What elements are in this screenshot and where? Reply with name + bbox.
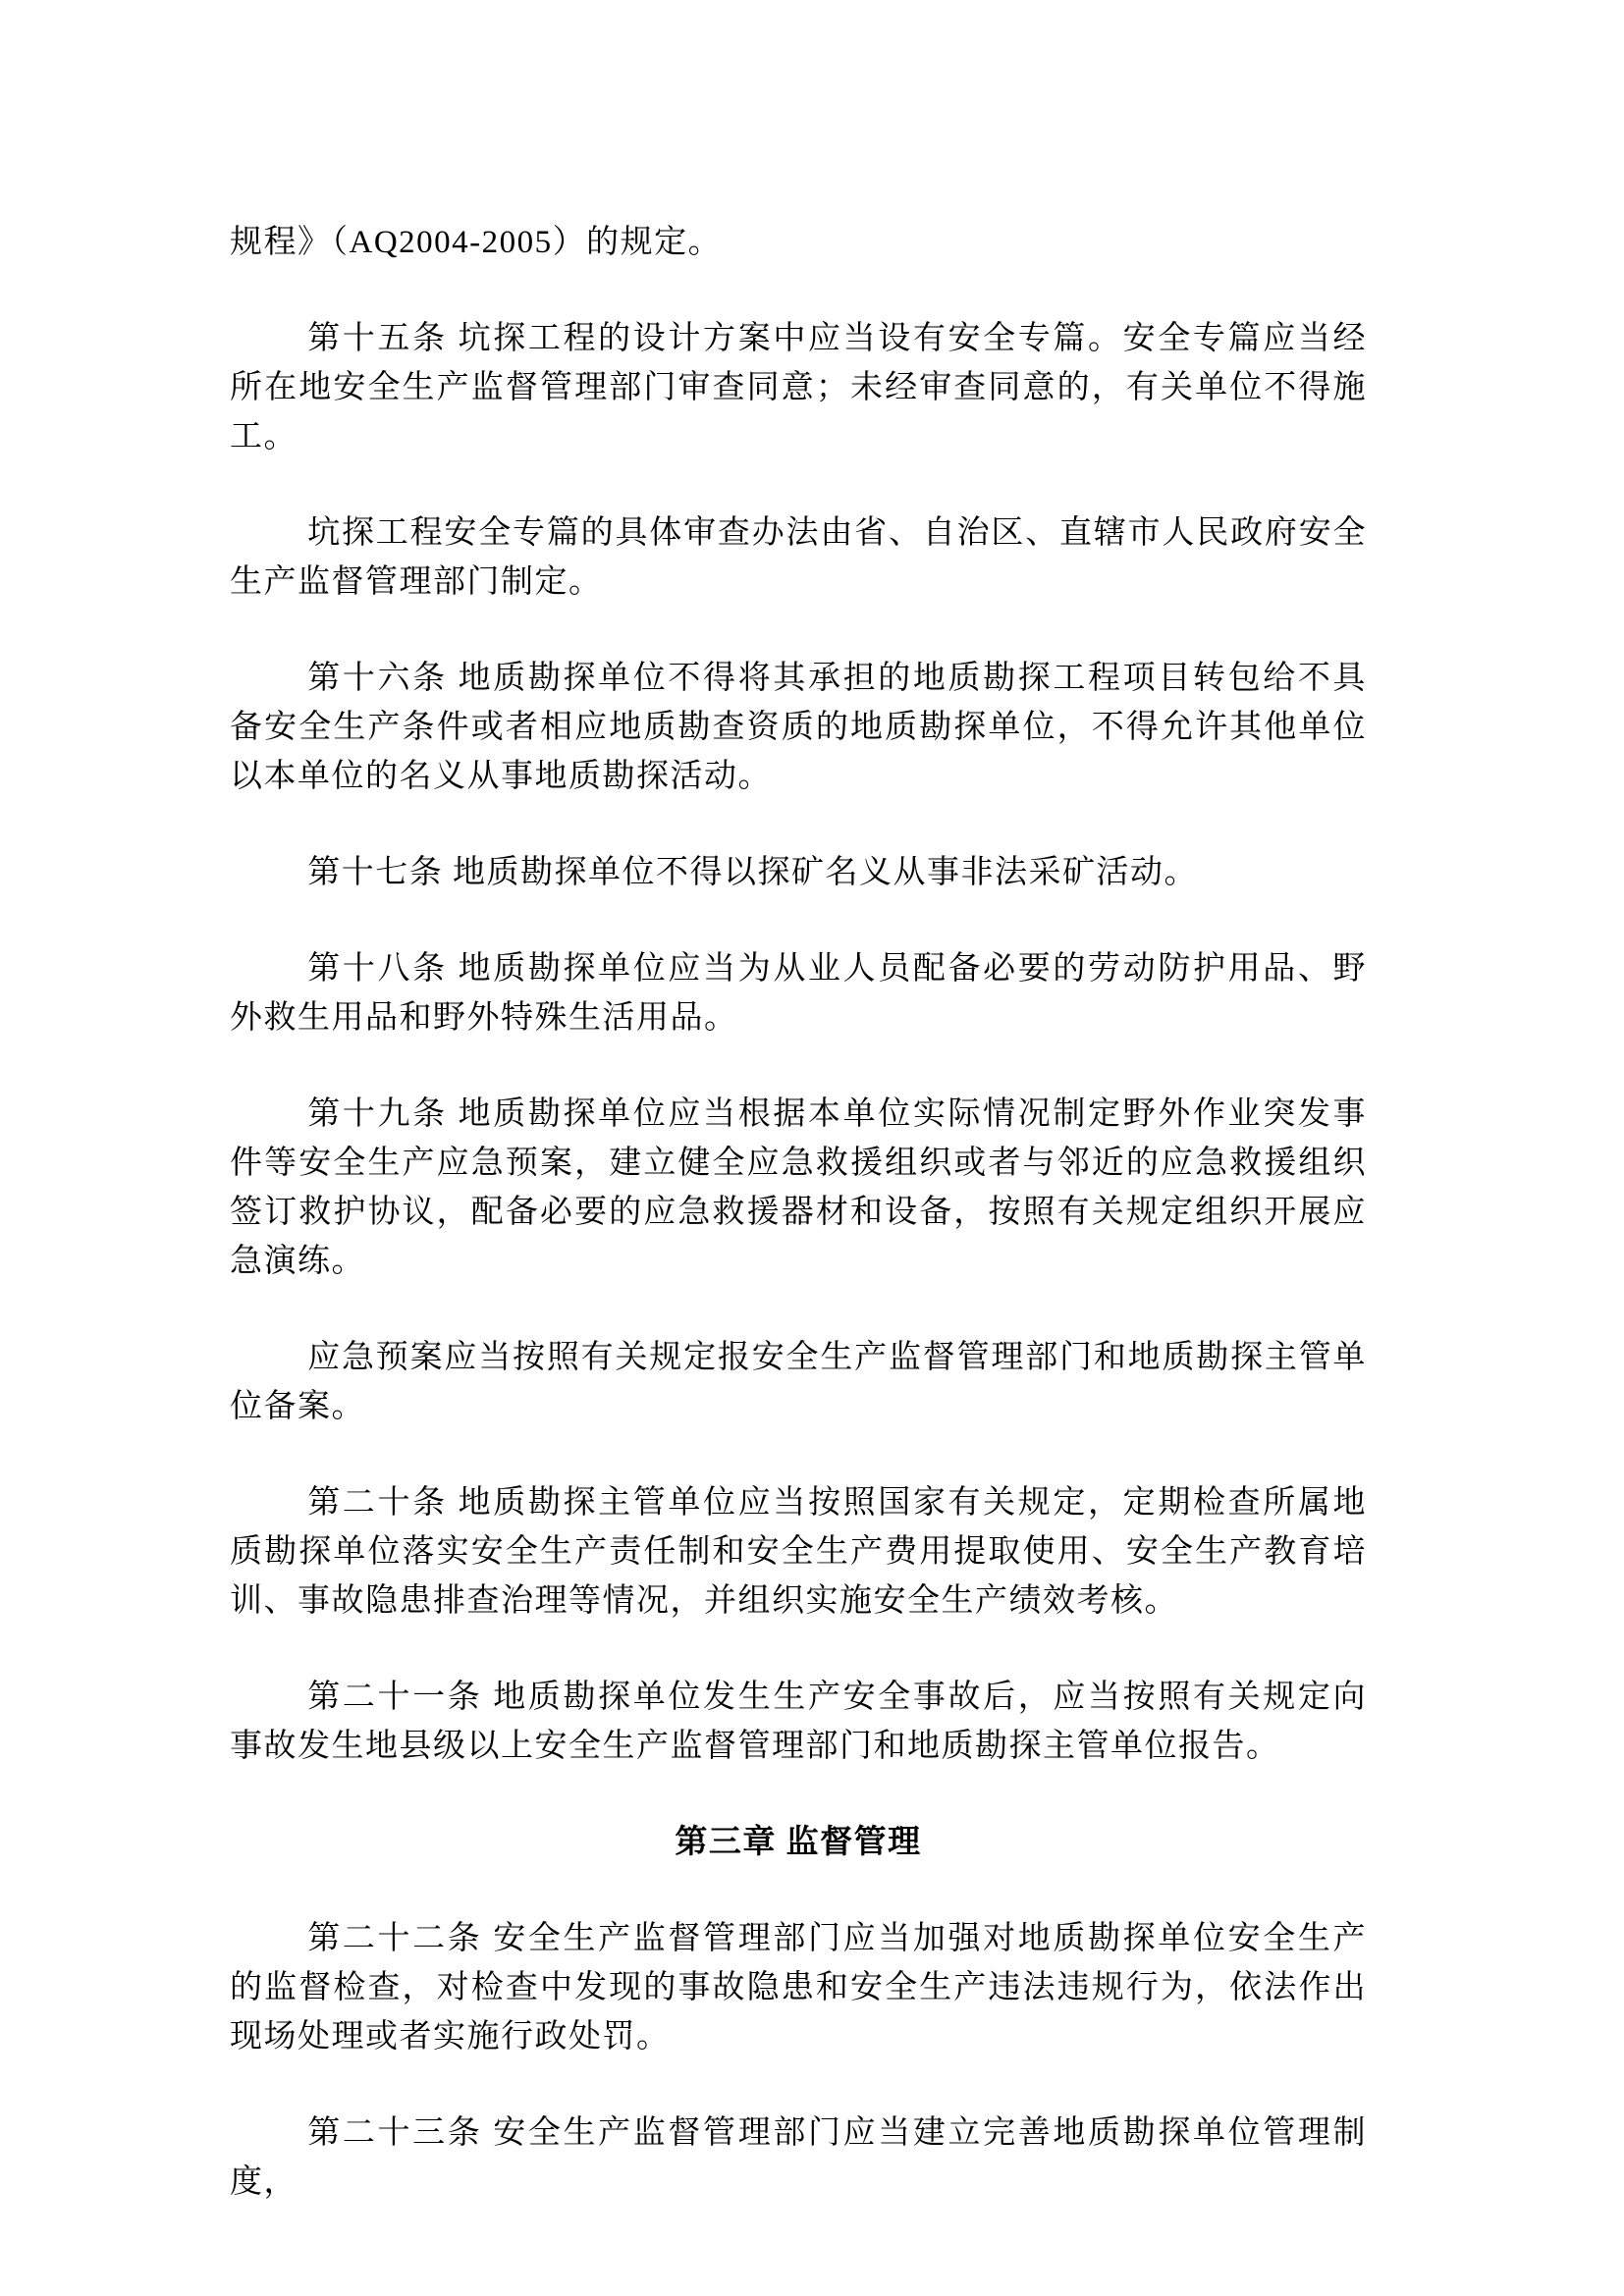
paragraph-article-19: 第十九条 地质勘探单位应当根据本单位实际情况制定野外作业突发事件等安全生产应急预案，建立健全应急救援组织或者与邻近的应急救援组织签订救护协议，配备必要的应急救援器材和设备，按照有关规定组织开展应急演练。 xyxy=(230,1096,1367,1279)
paragraph-article-15-part2: 坑探工程安全专篇的具体审查办法由省、自治区、直辖市人民政府安全生产监督管理部门制定。 xyxy=(230,515,1367,600)
paragraph-article-21: 第二十一条 地质勘探单位发生生产安全事故后，应当按照有关规定向事故发生地县级以上安全生产监督管理部门和地质勘探主管单位报告。 xyxy=(230,1680,1367,1764)
paragraph-article-22: 第二十二条 安全生产监督管理部门应当加强对地质勘探单位安全生产的监督检查，对检查中发现的事故隐患和安全生产违法违规行为，依法作出现场处理或者实施行政处罚。 xyxy=(230,1921,1367,2055)
paragraph-article-18: 第十八条 地质勘探单位应当为从业人员配备必要的劳动防护用品、野外救生用品和野外特殊生活用品。 xyxy=(230,951,1367,1036)
paragraph-article-17: 第十七条 地质勘探单位不得以探矿名义从事非法采矿活动。 xyxy=(307,855,1198,890)
paragraph-article-23-partial: 第二十三条 安全生产监督管理部门应当建立完善地质勘探单位管理制度， xyxy=(230,2115,1367,2200)
paragraph-continuation: 规程》（AQ2004-2005）的规定。 xyxy=(230,225,723,260)
paragraph-article-16: 第十六条 地质勘探单位不得将其承担的地质勘探工程项目转包给不具备安全生产条件或者相应地质勘查资质的地质勘探单位，不得允许其他单位以本单位的名义从事地质勘探活动。 xyxy=(230,661,1367,794)
paragraph-article-19-part2: 应急预案应当按照有关规定报安全生产监督管理部门和地质勘探主管单位备案。 xyxy=(230,1340,1367,1424)
chapter-3-heading: 第三章 监督管理 xyxy=(675,1825,922,1860)
paragraph-article-20: 第二十条 地质勘探主管单位应当按照国家有关规定，定期检查所属地质勘探单位落实安全生产责任制和安全生产费用提取使用、安全生产教育培训、事故隐患排查治理等情况，并组织实施安全生产绩效考核。 xyxy=(230,1485,1367,1619)
paragraph-article-15: 第十五条 坑探工程的设计方案中应当设有安全专篇。安全专篇应当经所在地安全生产监督管理部门审查同意；未经审查同意的，有关单位不得施工。 xyxy=(230,321,1367,454)
